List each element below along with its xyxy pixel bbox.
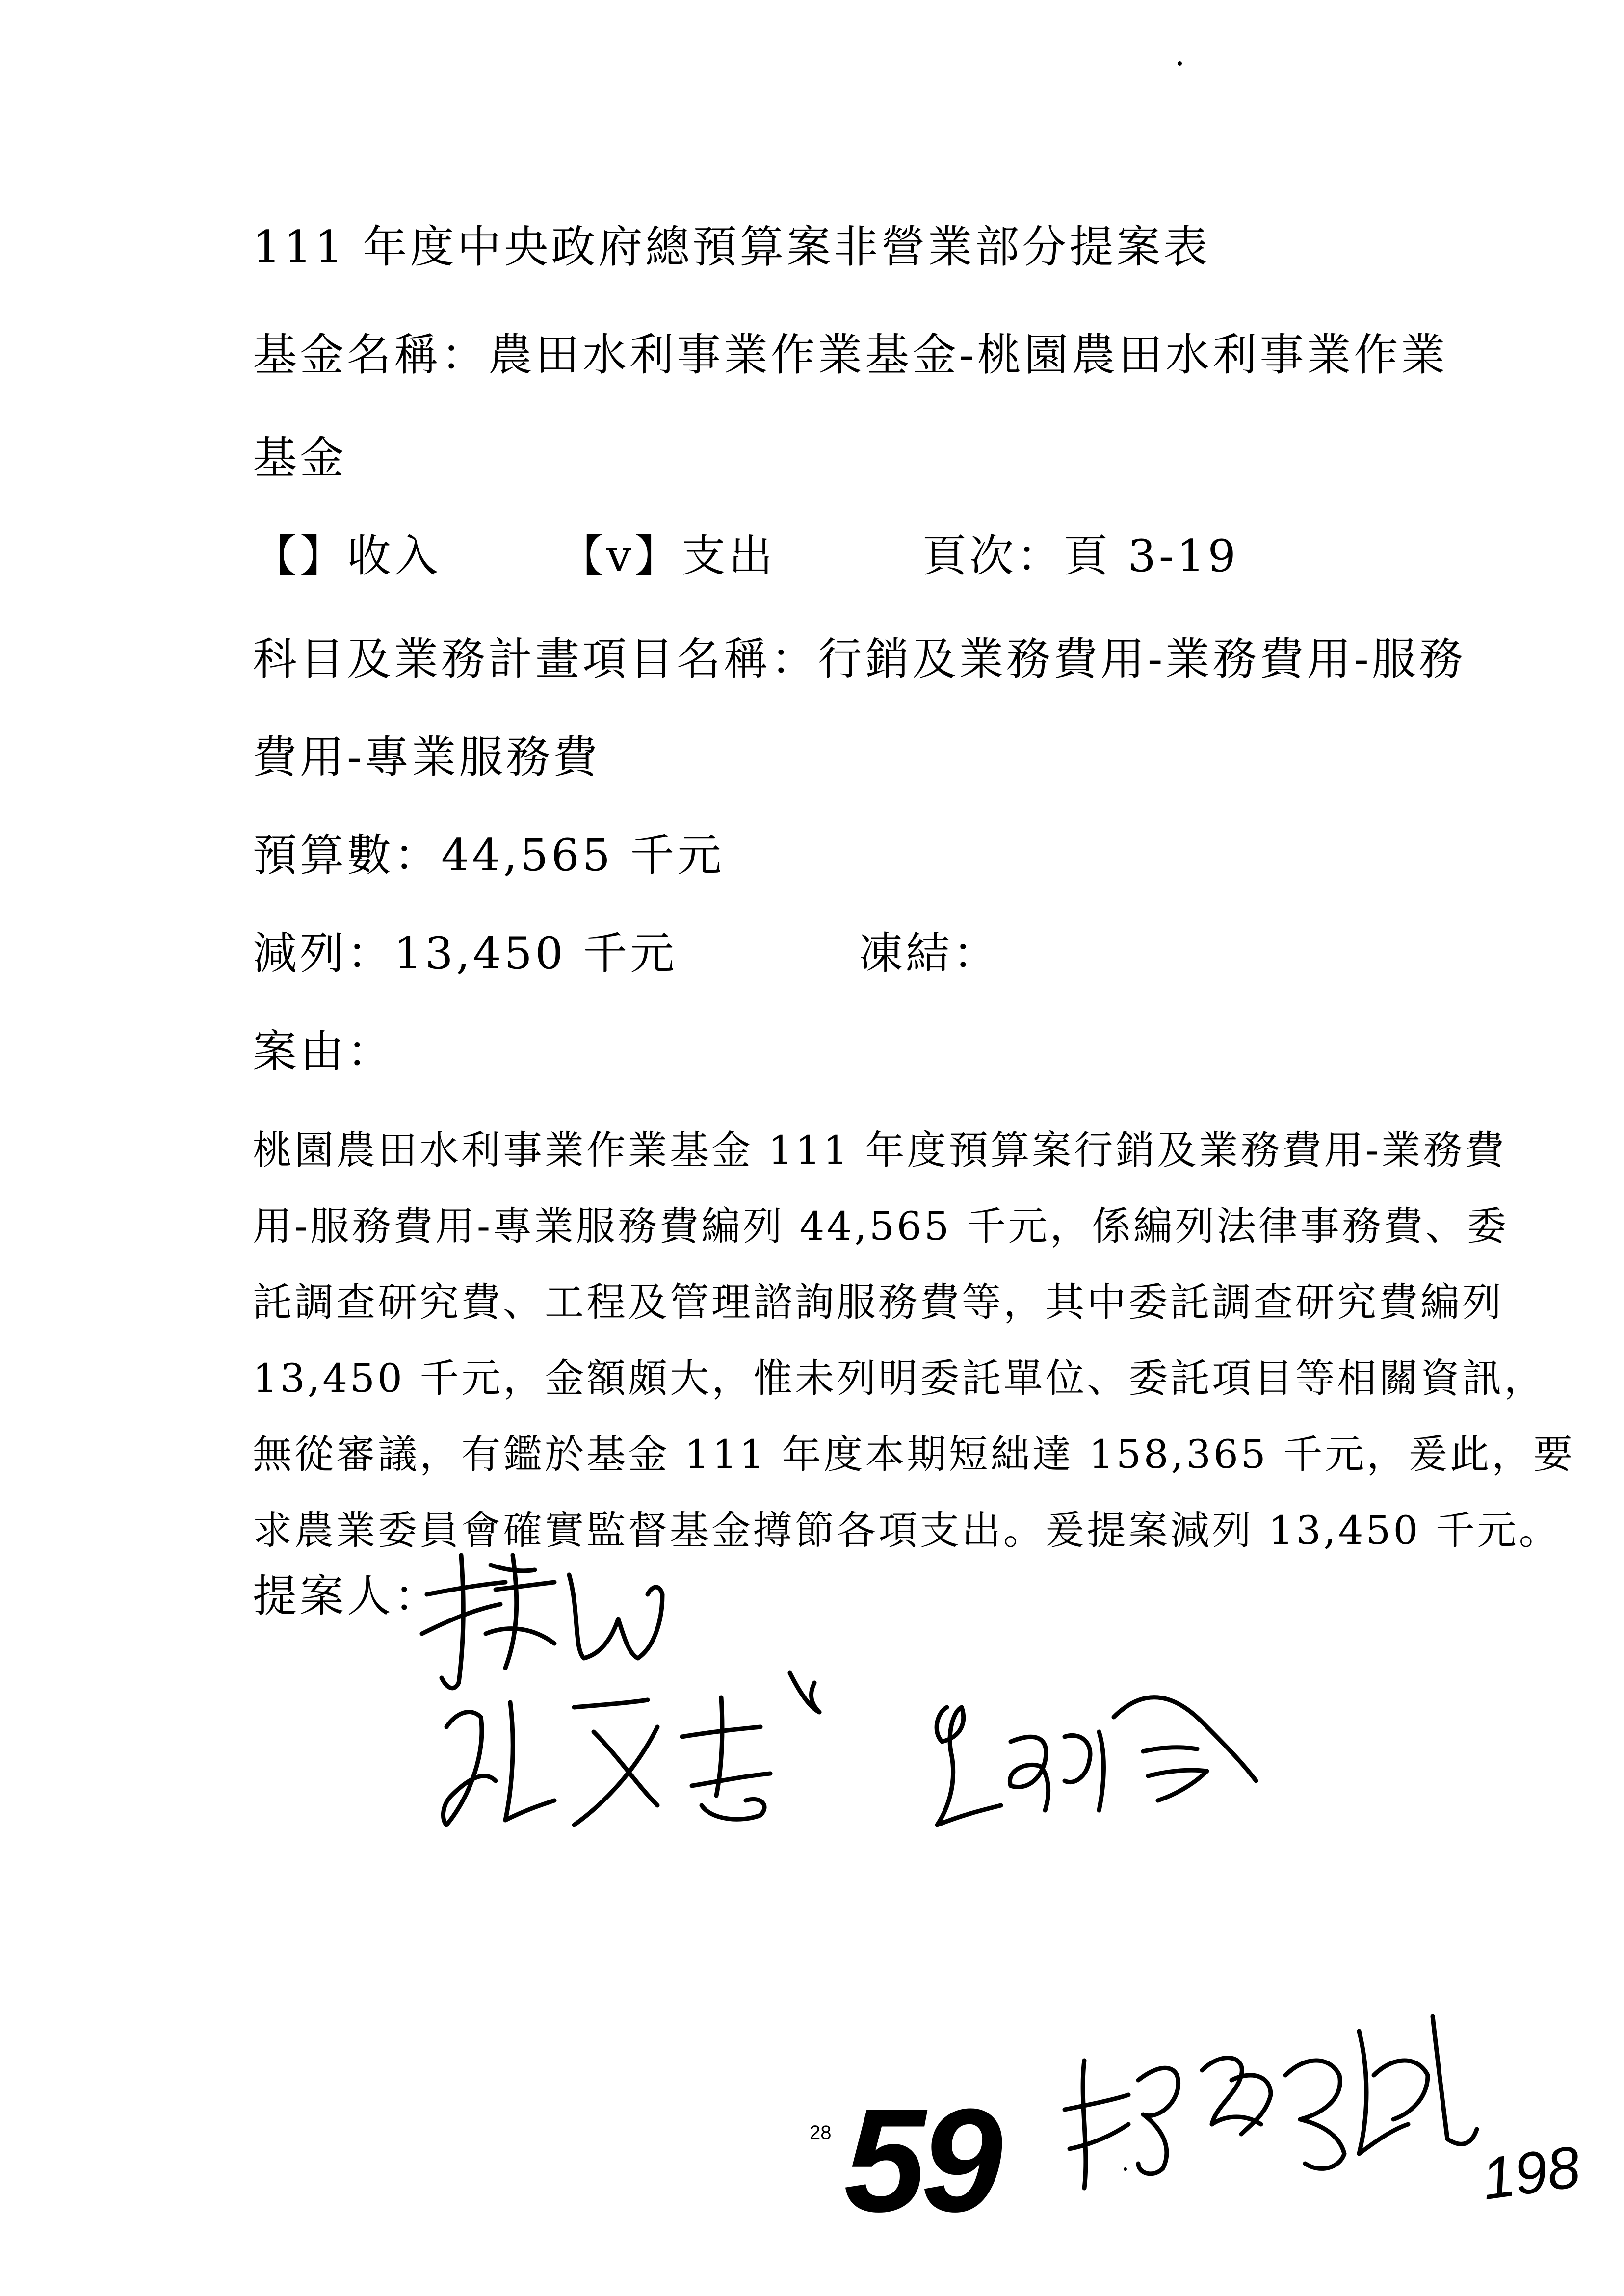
- reason-line: 用-服務費用-專業服務費編列 44,565 千元，係編列法律事務費、委: [253, 1203, 1509, 1249]
- expense-checkbox-label: 【v】支出: [559, 530, 776, 582]
- freeze-label: 凍結：: [859, 928, 1000, 979]
- page-reference: 頁次：頁 3-19: [922, 530, 1239, 582]
- handwritten-signature: [427, 1658, 849, 1854]
- subject-line-2: 費用-專業服務費: [253, 731, 601, 783]
- reason-line: 13,450 千元，金額頗大，惟未列明委託單位、委託項目等相關資訊，: [253, 1356, 1546, 1401]
- reason-line: 託調查研究費、工程及管理諮詢服務費等，其中委託調查研究費編列: [253, 1279, 1504, 1325]
- reason-line: 無從審議，有鑑於基金 111 年度本期短絀達 158,365 千元，爰此，要: [253, 1432, 1575, 1477]
- cut-amount: 減列：13,450 千元: [253, 928, 678, 979]
- income-checkbox-label: 【】收入: [253, 530, 441, 582]
- handwritten-signature: [917, 1678, 1271, 1845]
- stamp-number: 59: [844, 2078, 998, 2243]
- budget-amount: 預算數：44,565 千元: [253, 830, 725, 881]
- fund-name-line-1: 基金名稱：農田水利事業作業基金-桃園農田水利事業作業: [253, 329, 1448, 381]
- page-number: 28: [810, 2122, 832, 2143]
- scan-speck: [1124, 2167, 1127, 2171]
- reason-line: 桃園農田水利事業作業基金 111 年度預算案行銷及業務費用-業務費: [253, 1127, 1507, 1173]
- proposer-label: 提案人：: [253, 1570, 441, 1622]
- handwritten-number: 198: [1477, 2133, 1584, 2213]
- scan-speck: [1178, 61, 1182, 66]
- reason-line: 求農業委員會確實監督基金撙節各項支出。爰提案減列 13,450 千元。: [253, 1508, 1561, 1553]
- document-title: 111 年度中央政府總預算案非營業部分提案表: [253, 221, 1211, 273]
- fund-name-line-2: 基金: [253, 432, 347, 484]
- reason-label: 案由：: [253, 1026, 394, 1077]
- handwritten-footer-signature: [1055, 2002, 1482, 2208]
- subject-line-1: 科目及業務計畫項目名稱：行銷及業務費用-業務費用-服務: [253, 633, 1466, 685]
